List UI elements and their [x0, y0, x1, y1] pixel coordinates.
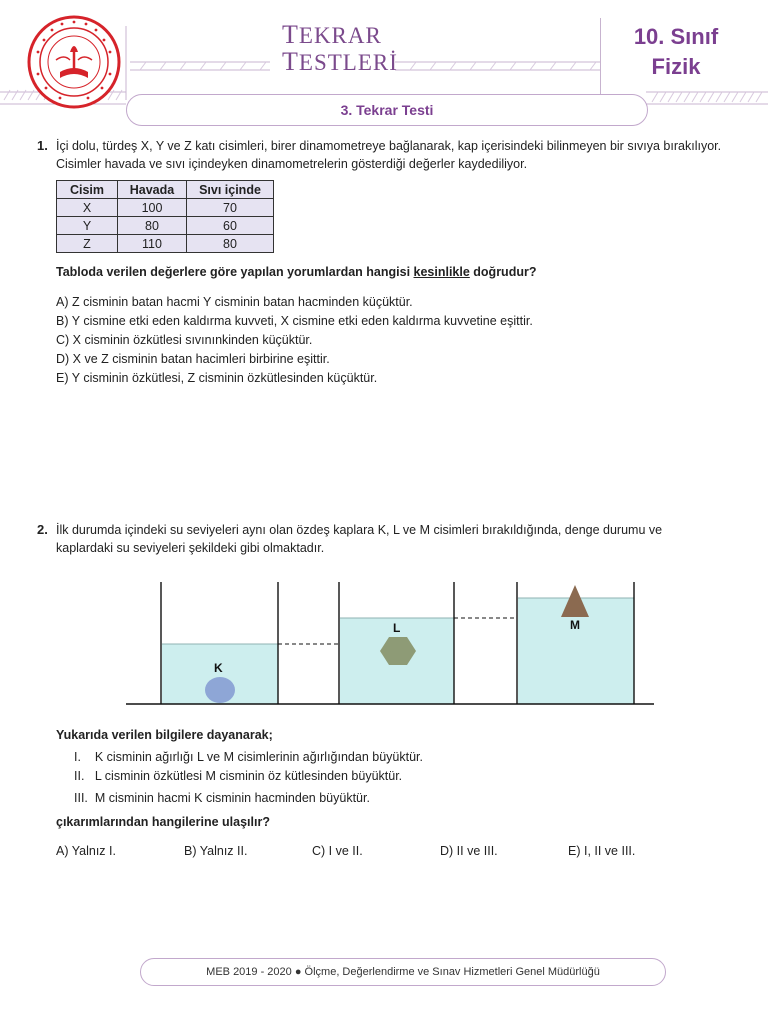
q2-text-line2: kaplardaki su seviyeleri şekildeki gibi olmaktadır. [56, 541, 325, 555]
q2-figure [120, 575, 660, 710]
series-title: TEKRAR TESTLERİ [282, 20, 398, 76]
table-row [57, 217, 274, 235]
q1-text-line2: Cisimler havada ve sıvı içindeyken dinamometrelerin gösterdiği değerler kaydediliyor. [56, 157, 528, 171]
q2-option-e[interactable]: E) I, II ve III. [568, 844, 636, 858]
table-cell: Y [57, 217, 118, 235]
q2-lead: Yukarıda verilen bilgilere dayanarak; [56, 728, 273, 742]
q1-option-a[interactable]: A) Z cisminin batan hacmi Y cisminin batan hacminden küçüktür. [56, 295, 413, 309]
table-header-row [57, 181, 274, 199]
q2-statement-3: III. M cisminin hacmi K cisminin hacminden büyüktür. [74, 791, 370, 805]
q2-number: 2. [37, 522, 48, 537]
q2-statement-1: I. K cisminin ağırlığı L ve M cisimlerinin ağırlığından büyüktür. [74, 750, 423, 764]
q1-option-b[interactable]: B) Y cismine etki eden kaldırma kuvveti, X cismine etki eden kaldırma kuvvetine eşittir. [56, 314, 533, 328]
table-cell: 60 [187, 217, 274, 235]
q2-option-d[interactable]: D) II ve III. [440, 844, 498, 858]
table-cell: 110 [118, 235, 187, 253]
label-l: L [393, 621, 401, 635]
q2-text-line1: İlk durumda içindeki su seviyeleri aynı olan özdeş kaplara K, L ve M cisimleri bırakıldığında, denge durumu ve [56, 523, 663, 537]
table-header: Cisim [57, 181, 118, 199]
q1-text-line1: İçi dolu, türdeş X, Y ve Z katı cisimleri, birer dinamometreye bağlanarak, kap içerisindeki bilinmeyen bir sıvıya bırakılıyor. [56, 139, 722, 153]
test-title: 3. Tekrar Testi [126, 94, 648, 126]
q1-option-e[interactable]: E) Y cisminin özkütlesi, Z cisminin özkütlesinden küçüktür. [56, 371, 378, 385]
q2-option-b[interactable]: B) Yalnız II. [184, 844, 248, 858]
q2-option-c[interactable]: C) I ve II. [312, 844, 363, 858]
table-cell: X [57, 199, 118, 217]
meb-logo [26, 14, 122, 110]
table-cell: Z [57, 235, 118, 253]
table-cell: 80 [187, 235, 274, 253]
q2-option-a[interactable]: A) Yalnız I. [56, 844, 116, 858]
label-m: M [570, 618, 580, 632]
q1-option-d[interactable]: D) X ve Z cisminin batan hacimleri birbirine eşittir. [56, 352, 330, 366]
q2-question: çıkarımlarından hangilerine ulaşılır? [56, 815, 270, 829]
subject-label: Fizik [651, 54, 701, 79]
emphasis-word: kesinlikle [413, 265, 470, 279]
table-row [57, 199, 274, 217]
footer: MEB 2019 - 2020 ● Ölçme, Değerlendirme ve Sınav Hizmetleri Genel Müdürlüğü [140, 958, 666, 986]
q1-option-c[interactable]: C) X cisminin özkütlesi sıvınınkinden küçüktür. [56, 333, 313, 347]
label-k: K [214, 661, 223, 675]
table-cell: 100 [118, 199, 187, 217]
object-k [205, 677, 235, 703]
table-cell: 70 [187, 199, 274, 217]
table-header: Havada [118, 181, 187, 199]
q1-table [56, 180, 274, 253]
q1-question: Tabloda verilen değerlere göre yapılan yorumlardan hangisi kesinlikle doğrudur? [56, 265, 537, 279]
table-row [57, 235, 274, 253]
table-header: Sıvı içinde [187, 181, 274, 199]
table-cell: 80 [118, 217, 187, 235]
q2-statement-2: II. L cisminin özkütlesi M cisminin öz kütlesinden büyüktür. [74, 769, 403, 783]
grade-label: 10. Sınıf [633, 24, 719, 49]
q1-number: 1. [37, 138, 48, 153]
grade-subject-box [600, 18, 751, 100]
